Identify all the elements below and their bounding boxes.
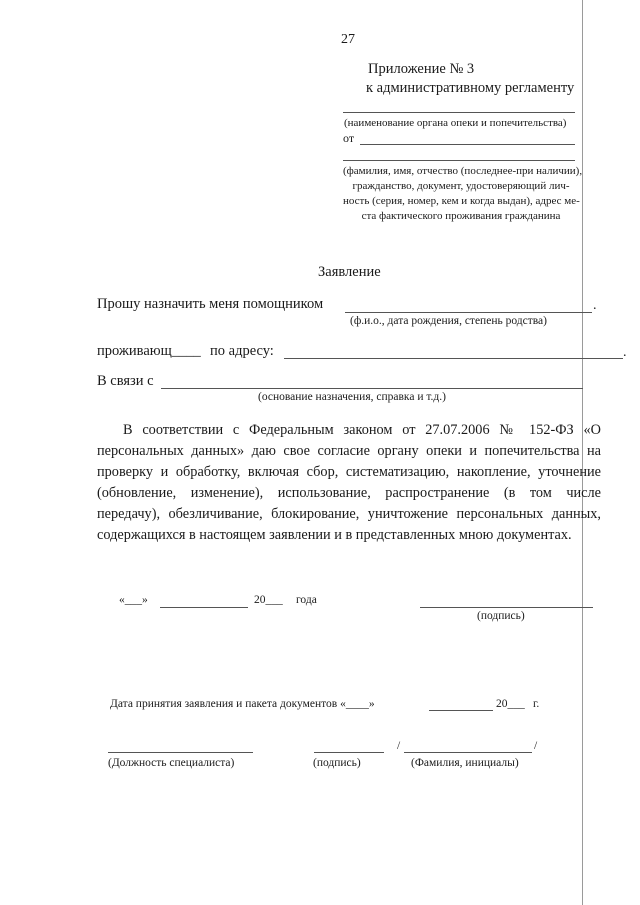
reason-caption: (основание назначения, справка и т.д.) xyxy=(258,391,446,403)
acceptance-month-line xyxy=(429,710,493,711)
consent-paragraph xyxy=(97,420,601,546)
applicant-caption-1: (фамилия, имя, отчество (последнее-при наличии), xyxy=(343,165,583,177)
request-text: Прошу назначить меня помощником xyxy=(97,296,324,312)
staff-name-caption: (Фамилия, инициалы) xyxy=(411,757,519,769)
page-number: 27 xyxy=(341,32,355,47)
acceptance-text: Дата принятия заявления и пакета документов «____» xyxy=(110,698,375,710)
residence-label: по адресу: xyxy=(210,343,274,359)
date-year: 20___ xyxy=(254,594,283,606)
reason-label: В связи с xyxy=(97,373,154,389)
position-caption: (Должность специалиста) xyxy=(108,757,235,769)
appendix-subtitle: к административному регламенту xyxy=(366,80,575,96)
staff-signature-line xyxy=(314,752,384,753)
residence-prefix: проживающ____ xyxy=(97,343,201,359)
applicant-line-1 xyxy=(360,144,575,145)
from-label: от xyxy=(343,131,355,145)
applicant-caption-2: гражданство, документ, удостоверяющий лич- xyxy=(352,180,570,192)
date-year-suffix: года xyxy=(296,594,317,606)
position-line xyxy=(108,752,253,753)
staff-name-line xyxy=(404,752,532,753)
acceptance-year-suffix: г. xyxy=(533,698,540,710)
document-title: Заявление xyxy=(318,264,381,280)
residence-end-mark: . xyxy=(623,345,627,360)
applicant-caption-4: ста фактического проживания гражданина xyxy=(361,210,561,222)
request-fill-line xyxy=(345,312,592,313)
slash-close: / xyxy=(534,740,538,752)
org-name-line xyxy=(343,112,575,113)
applicant-line-2 xyxy=(343,160,575,161)
org-name-caption: (наименование органа опеки и попечительства) xyxy=(344,117,567,129)
request-end-mark: . xyxy=(593,298,597,313)
applicant-caption-3: ность (серия, номер, кем и когда выдан), адрес ме- xyxy=(343,195,580,207)
date-day: «___» xyxy=(119,594,148,606)
applicant-signature-line xyxy=(420,607,593,608)
consent-text: В соответствии с Федеральным законом от 27.07.2006 № 152-ФЗ «О персональных данных» даю свое согласие органу опеки и попечительства на проверку и обработку, включая сбор, систематизацию, накопление, уточнение (обновление, изменение), использование, распространение (в том числе передачу), обезличивание, блокирование, уничтожение персональных данных, содержащихся в настоящем заявлении и в представленных мною документах. xyxy=(97,422,601,543)
address-fill-line xyxy=(284,358,623,359)
slash-open: / xyxy=(397,740,401,752)
applicant-signature-caption: (подпись) xyxy=(477,610,525,622)
staff-signature-caption: (подпись) xyxy=(313,757,361,769)
acceptance-year: 20___ xyxy=(496,698,525,710)
reason-fill-line xyxy=(161,388,583,389)
appendix-title: Приложение № 3 xyxy=(368,61,475,77)
date-month-line xyxy=(160,607,248,608)
request-caption: (ф.и.о., дата рождения, степень родства) xyxy=(350,315,547,327)
